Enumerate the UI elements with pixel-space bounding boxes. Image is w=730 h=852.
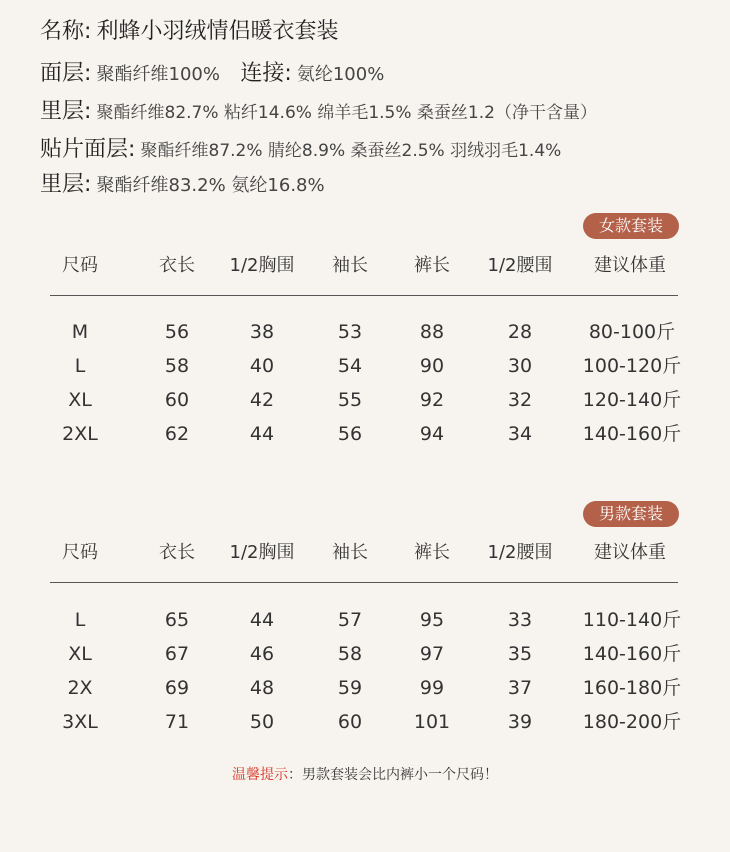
header-sleeve: 袖长 bbox=[332, 542, 368, 563]
product-name-line bbox=[40, 14, 339, 45]
outer-layer-value: 聚酯纤维100% bbox=[96, 64, 220, 85]
cell-waist: 30 bbox=[507, 355, 533, 377]
table-row bbox=[0, 707, 730, 737]
header-chest: 1/2胸围 bbox=[229, 542, 295, 563]
cell-sleeve: 59 bbox=[337, 677, 363, 699]
patch-outer-line bbox=[40, 132, 561, 163]
cell-pants: 101 bbox=[413, 711, 451, 733]
cell-waist: 28 bbox=[507, 321, 533, 343]
patch-outer-value: 聚酯纤维87.2% 腈纶8.9% 桑蚕丝2.5% 羽绒羽毛1.4% bbox=[140, 141, 562, 161]
note-label: 温馨提示 bbox=[232, 767, 288, 783]
size-note bbox=[0, 764, 730, 784]
header-weight: 建议体重 bbox=[594, 255, 666, 276]
header-length: 衣长 bbox=[159, 542, 195, 563]
product-name-value: 利蜂小羽绒情侣暖衣套装 bbox=[96, 19, 339, 44]
cell-weight: 180-200斤 bbox=[582, 711, 682, 733]
cell-weight: 120-140斤 bbox=[582, 389, 682, 411]
cell-length: 69 bbox=[164, 677, 190, 699]
header-pants: 裤长 bbox=[414, 255, 450, 276]
cell-chest: 38 bbox=[249, 321, 275, 343]
outer-layer-line bbox=[40, 56, 384, 87]
cell-waist: 39 bbox=[507, 711, 533, 733]
header-length: 衣长 bbox=[159, 255, 195, 276]
header-chest: 1/2胸围 bbox=[229, 255, 295, 276]
cell-length: 65 bbox=[164, 609, 190, 631]
cell-weight: 140-160斤 bbox=[582, 643, 682, 665]
cell-size: 2X bbox=[67, 677, 93, 699]
cell-pants: 88 bbox=[419, 321, 445, 343]
connection-label: 连接: bbox=[240, 61, 292, 86]
cell-size: XL bbox=[68, 643, 92, 665]
women-header-divider bbox=[50, 295, 678, 296]
cell-weight: 140-160斤 bbox=[582, 423, 682, 445]
cell-chest: 44 bbox=[249, 423, 275, 445]
cell-pants: 97 bbox=[419, 643, 445, 665]
cell-sleeve: 58 bbox=[337, 643, 363, 665]
cell-weight: 110-140斤 bbox=[582, 609, 682, 631]
patch-lining-label: 里层: bbox=[40, 172, 92, 197]
cell-pants: 92 bbox=[419, 389, 445, 411]
cell-chest: 42 bbox=[249, 389, 275, 411]
table-row bbox=[0, 351, 730, 381]
cell-size: L bbox=[74, 355, 86, 377]
cell-waist: 32 bbox=[507, 389, 533, 411]
cell-chest: 46 bbox=[249, 643, 275, 665]
table-row bbox=[0, 317, 730, 347]
cell-pants: 90 bbox=[419, 355, 445, 377]
cell-length: 71 bbox=[164, 711, 190, 733]
men-badge: 男款套装 bbox=[583, 501, 679, 527]
header-sleeve: 袖长 bbox=[332, 255, 368, 276]
cell-chest: 50 bbox=[249, 711, 275, 733]
cell-size: XL bbox=[68, 389, 92, 411]
cell-size: 2XL bbox=[62, 423, 98, 445]
cell-waist: 34 bbox=[507, 423, 533, 445]
cell-pants: 95 bbox=[419, 609, 445, 631]
cell-length: 56 bbox=[164, 321, 190, 343]
table-row bbox=[0, 639, 730, 669]
cell-chest: 40 bbox=[249, 355, 275, 377]
table-row bbox=[0, 385, 730, 415]
cell-length: 67 bbox=[164, 643, 190, 665]
cell-sleeve: 60 bbox=[337, 711, 363, 733]
table-row bbox=[0, 419, 730, 449]
cell-sleeve: 53 bbox=[337, 321, 363, 343]
cell-pants: 94 bbox=[419, 423, 445, 445]
men-header-divider bbox=[50, 582, 678, 583]
header-size: 尺码 bbox=[62, 542, 98, 563]
cell-size: L bbox=[74, 609, 86, 631]
cell-weight: 80-100斤 bbox=[588, 321, 676, 343]
cell-sleeve: 56 bbox=[337, 423, 363, 445]
header-pants: 裤长 bbox=[414, 542, 450, 563]
header-weight: 建议体重 bbox=[594, 542, 666, 563]
cell-length: 60 bbox=[164, 389, 190, 411]
patch-outer-label: 贴片面层: bbox=[40, 137, 136, 162]
cell-sleeve: 57 bbox=[337, 609, 363, 631]
women-badge: 女款套装 bbox=[583, 213, 679, 239]
cell-waist: 33 bbox=[507, 609, 533, 631]
cell-size: M bbox=[71, 321, 89, 343]
header-waist: 1/2腰围 bbox=[487, 255, 553, 276]
cell-weight: 160-180斤 bbox=[582, 677, 682, 699]
patch-lining-line bbox=[40, 167, 325, 198]
cell-sleeve: 55 bbox=[337, 389, 363, 411]
cell-weight: 100-120斤 bbox=[582, 355, 682, 377]
product-name-label: 名称: bbox=[40, 19, 92, 44]
connection-value: 氨纶100% bbox=[296, 64, 385, 85]
lining-line bbox=[40, 94, 597, 125]
cell-chest: 48 bbox=[249, 677, 275, 699]
men-header-row bbox=[0, 538, 730, 568]
outer-layer-label: 面层: bbox=[40, 61, 92, 86]
cell-length: 62 bbox=[164, 423, 190, 445]
lining-label: 里层: bbox=[40, 99, 92, 124]
cell-pants: 99 bbox=[419, 677, 445, 699]
cell-length: 58 bbox=[164, 355, 190, 377]
note-text: ：男款套装会比内裤小一个尺码！ bbox=[288, 767, 498, 783]
cell-size: 3XL bbox=[62, 711, 98, 733]
table-row bbox=[0, 605, 730, 635]
header-size: 尺码 bbox=[62, 255, 98, 276]
cell-waist: 35 bbox=[507, 643, 533, 665]
table-row bbox=[0, 673, 730, 703]
cell-chest: 44 bbox=[249, 609, 275, 631]
cell-sleeve: 54 bbox=[337, 355, 363, 377]
cell-waist: 37 bbox=[507, 677, 533, 699]
header-waist: 1/2腰围 bbox=[487, 542, 553, 563]
women-header-row bbox=[0, 251, 730, 281]
patch-lining-value: 聚酯纤维83.2% 氨纶16.8% bbox=[96, 175, 325, 196]
lining-value: 聚酯纤维82.7% 粘纤14.6% 绵羊毛1.5% 桑蚕丝1.2（净干含量） bbox=[96, 103, 597, 123]
